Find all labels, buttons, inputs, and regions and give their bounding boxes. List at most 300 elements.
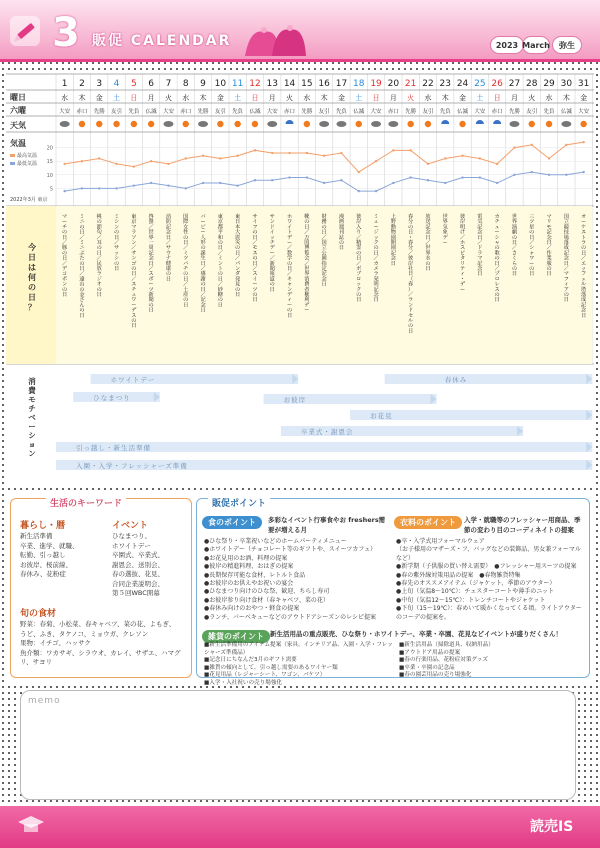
event-char: 技 xyxy=(563,229,569,236)
event-char: ン xyxy=(408,302,414,309)
rokuyo-cell: 仏滅 xyxy=(560,109,572,115)
temp-point xyxy=(323,182,325,184)
event-char: プ xyxy=(494,271,500,278)
event-char: イ xyxy=(252,276,258,283)
event-char: ド xyxy=(269,224,275,231)
misc-point-list: ■新生活準備用のアイテム提案（家具、インテリア品、入園・入学・フレッシャーズ準備品） ■記念日にちなんだ3月のギフト需要 ■雑貨の傾向として、引っ越し需要のあるワイヤー類 ■花見用品（レジャーシート、ワゴン、バケツ） ■入学・入社祝いの売り場強化 ■新生活用品（掃除道具、収納用品） ■アウトドア用品の提案 ■春の行楽用品、花粉症対策グッズ ■卒業・卒園の記念品 ■春の園芸用品の売り場強化 xyxy=(204,642,494,686)
event-char: ／ xyxy=(321,234,327,241)
event-char: の xyxy=(529,266,535,272)
event-char: 日 xyxy=(494,297,500,304)
event-char: ／ xyxy=(408,292,414,298)
event-char: ー xyxy=(581,219,587,226)
sun-icon xyxy=(407,121,413,127)
event-char: ン xyxy=(62,281,68,288)
event-char: 場 xyxy=(563,234,569,241)
temp-point xyxy=(444,157,446,159)
day-number: 4 xyxy=(113,79,120,89)
rokuyo-cell: 赤口 xyxy=(180,109,192,115)
calendar-title: 販促 CALENDAR xyxy=(92,33,232,49)
motivation-label-char: ョ xyxy=(28,440,36,449)
event-char: ・ xyxy=(459,276,466,283)
event-char: 形 xyxy=(200,240,206,246)
event-char: ホ xyxy=(286,214,293,220)
event-char: ／ xyxy=(356,260,362,267)
event-char: の xyxy=(96,219,102,226)
rokuyo-cell: 友引 xyxy=(111,109,123,115)
event-char: マ xyxy=(546,214,552,220)
weekday-cell: 木 xyxy=(78,94,86,102)
temp-point xyxy=(98,187,100,189)
event-char: ん xyxy=(79,302,85,309)
event-char: 世 xyxy=(304,266,310,272)
event-char: ー xyxy=(62,219,68,226)
event-char: ー xyxy=(286,302,293,309)
event-char: 明 xyxy=(373,281,379,288)
temp-point xyxy=(81,187,83,189)
season-badge: 弥生 xyxy=(552,36,582,54)
event-char: の xyxy=(511,266,518,272)
event-char: ン xyxy=(286,286,293,293)
temp-label: 気温 xyxy=(10,139,26,148)
temp-point xyxy=(254,179,256,181)
event-char: ／ xyxy=(563,266,569,272)
motivation-text: 入園・入学・フレッシャーズ準備 xyxy=(76,462,188,470)
event-char: 京 xyxy=(217,219,223,226)
event-char: 社 xyxy=(408,266,414,272)
rokuyo-cell: 友引 xyxy=(214,109,226,115)
event-char: の xyxy=(338,240,345,246)
event-char: ス xyxy=(252,250,258,257)
cloth-point-head: 入学・就職等のフレッシャー用商品、季節の変わり目のコーディネイトの提案 xyxy=(464,516,581,534)
weekday-cell: 金 xyxy=(95,94,103,102)
rokuyo-cell: 大安 xyxy=(59,109,71,115)
event-char: 権 xyxy=(304,292,310,298)
event-char: 日 xyxy=(408,328,414,335)
event-char: カ xyxy=(373,260,379,267)
temp-point xyxy=(392,182,394,184)
temp-point xyxy=(427,179,429,181)
weekday-cell: 月 xyxy=(389,94,397,102)
temp-point xyxy=(548,174,550,176)
rokuyo-cell: 大安 xyxy=(266,109,278,115)
event-char: 日 xyxy=(235,292,241,298)
event-char: の xyxy=(494,245,500,252)
event-char: ル xyxy=(408,318,414,324)
cloth-point-tag: 衣料のポイント xyxy=(394,516,462,529)
rokuyo-cell: 先負 xyxy=(543,109,555,115)
event-char: 節 xyxy=(96,224,102,231)
event-char: 日 xyxy=(96,292,102,298)
memo-area[interactable] xyxy=(20,690,576,800)
event-char: 記 xyxy=(200,297,206,304)
event-char: ／ xyxy=(235,255,241,262)
day-number: 19 xyxy=(370,79,382,89)
misc-point-head: 新生活用品の重点販売、ひな祭り・ホワイトデー、卒業・卒園、花見などイベントが盛りだくさん！ xyxy=(270,630,563,638)
cloud-icon xyxy=(319,121,329,127)
event-char: バ xyxy=(183,260,189,267)
event-char: の xyxy=(581,245,587,252)
event-char: 遠 xyxy=(79,276,85,283)
rokuyo-cell: 先負 xyxy=(232,109,244,115)
food-point-tag: 食のポイント xyxy=(202,516,262,529)
event-char: ャ xyxy=(494,240,500,246)
event-char: 日 xyxy=(304,224,310,231)
event-char: 記 xyxy=(477,260,483,267)
event-char: 誕 xyxy=(200,250,206,257)
event-char: ス xyxy=(459,245,466,252)
event-char: 聞 xyxy=(269,266,275,272)
event-char: 日 xyxy=(252,297,258,304)
event-char: の xyxy=(79,260,85,267)
event-char: 念 xyxy=(373,292,379,298)
weekday-cell: 木 xyxy=(562,94,570,102)
event-char: 靴 xyxy=(304,214,310,220)
rokuyo-cell: 先勝 xyxy=(93,109,105,115)
event-char: 見 xyxy=(235,281,241,288)
event-char: マ xyxy=(131,224,137,231)
event-char: 春 xyxy=(408,240,414,246)
temp-point xyxy=(167,163,169,165)
event-char: ー xyxy=(494,229,500,236)
rokuyo-cell: 友引 xyxy=(526,109,538,115)
weekday-cell: 火 xyxy=(407,94,415,102)
event-char: ー xyxy=(131,302,137,309)
event-char: の xyxy=(131,266,137,272)
event-char: 日 xyxy=(563,260,569,267)
day-number: 23 xyxy=(439,79,451,89)
event-char: 念 xyxy=(425,229,431,236)
temp-point xyxy=(461,155,463,157)
food-list: 野菜：春菊、小松菜、春キャベツ、菜の花、よもぎ、 うど、ふき、タケノコ、ミョウガ、クレソン 果物：イチゴ、ハッサク 魚介類：ワカサギ、シラウオ、カレイ、サザエ、ハマグリ、サヨリ xyxy=(20,620,181,666)
event-char: ツ xyxy=(529,219,535,226)
event-char: 界 xyxy=(425,250,431,257)
day-number: 3 xyxy=(96,79,103,89)
event-char: 日 xyxy=(183,276,189,283)
event-char: ン xyxy=(235,266,241,272)
event-char: 際 xyxy=(183,219,189,226)
rokuyo-cell: 仏滅 xyxy=(145,109,157,115)
day-number: 8 xyxy=(182,79,189,89)
event-char: ポ xyxy=(148,276,154,283)
event-char: 女 xyxy=(183,224,189,231)
event-char: 記 xyxy=(477,224,483,231)
event-char: ャ xyxy=(286,281,293,288)
rokuyo-cell: 友引 xyxy=(318,109,330,115)
event-char: ー xyxy=(286,240,293,246)
temp-point xyxy=(150,182,152,184)
event-char: ソ xyxy=(131,234,137,241)
temp-point xyxy=(98,157,100,159)
event-char: タ xyxy=(459,255,466,262)
rokuyo-cell: 赤口 xyxy=(284,109,296,115)
event-char: 記 xyxy=(581,302,587,309)
temp-point xyxy=(81,160,83,162)
event-char: 国 xyxy=(183,214,189,220)
event-char: ワ xyxy=(286,219,293,226)
event-char: 日 xyxy=(217,276,223,283)
temp-point xyxy=(271,179,273,181)
event-char: の xyxy=(200,281,206,288)
sun-icon xyxy=(148,121,154,127)
temp-point xyxy=(340,179,342,181)
event-char: 園 xyxy=(321,255,327,262)
event-char: 国 xyxy=(321,240,327,246)
event-char: 日 xyxy=(511,271,518,278)
event-char: ド xyxy=(408,307,414,314)
event-char: ピ xyxy=(459,250,466,257)
event-char: の xyxy=(286,260,293,267)
event-char: カ xyxy=(494,214,500,220)
event-char: の xyxy=(79,307,85,314)
event-char: ／ xyxy=(581,255,587,262)
motivation-text: ひなまつり xyxy=(93,394,131,402)
temp-point xyxy=(185,157,187,159)
temp-point xyxy=(63,163,65,165)
event-char: ／ xyxy=(252,266,258,272)
sun-icon xyxy=(252,121,258,127)
weekday-cell: 土 xyxy=(113,94,121,102)
event-char: 日 xyxy=(79,229,85,236)
day-number: 6 xyxy=(148,79,155,89)
event-char: の xyxy=(113,229,120,236)
event-char: 界 xyxy=(148,234,154,241)
event-char: 送 xyxy=(425,219,431,226)
event-char: 性 xyxy=(183,229,189,236)
temp-point xyxy=(444,182,446,184)
event-char: 平 xyxy=(217,229,223,236)
event-char: ー xyxy=(304,307,310,314)
event-char: 星 xyxy=(529,224,535,231)
temp-source: 2022年3月 東京 xyxy=(10,197,48,203)
rokuyo-cell: 先負 xyxy=(439,109,451,115)
event-char: 万 xyxy=(304,234,310,241)
day-number: 15 xyxy=(301,79,313,89)
event-char: ラ xyxy=(581,240,587,246)
event-char: 和 xyxy=(217,234,223,241)
event-char: 三 xyxy=(529,214,535,220)
event-char: ト xyxy=(286,229,293,236)
cloud-icon xyxy=(371,121,381,127)
umbrella-icon xyxy=(476,120,484,124)
event-char: 日 xyxy=(235,219,241,226)
event-char: マ xyxy=(563,271,569,278)
event-char: の xyxy=(408,323,414,330)
sun-icon xyxy=(131,121,137,127)
cloud-icon xyxy=(60,121,70,127)
event-char: 東 xyxy=(235,214,241,220)
rokuyo-cell: 赤口 xyxy=(76,109,88,115)
day-number: 27 xyxy=(508,79,521,89)
event-char: 金 xyxy=(79,292,85,298)
event-char: 日 xyxy=(408,229,414,236)
event-char: 聞 xyxy=(148,297,154,304)
event-char: ら xyxy=(511,260,518,267)
event-char: 大 xyxy=(235,229,241,236)
temp-point xyxy=(479,157,481,159)
event-char: 春 xyxy=(408,281,414,288)
event-char: ド xyxy=(477,245,483,252)
event-char: 作 xyxy=(546,250,552,257)
event-char: 念 xyxy=(165,229,172,236)
temp-point xyxy=(306,152,308,154)
event-char: 記 xyxy=(563,250,569,257)
temp-point xyxy=(133,165,135,167)
motivation-text: 春休み xyxy=(444,376,468,384)
events-label-char: 今 xyxy=(28,243,36,252)
event-char: 彼 xyxy=(356,214,362,220)
event-char: ／ xyxy=(373,255,379,262)
event-char: ／ xyxy=(304,229,310,236)
day-number: 1 xyxy=(61,79,68,89)
event-char: 句 xyxy=(96,229,102,236)
event-char: 念 xyxy=(477,266,483,272)
temp-point xyxy=(133,184,135,186)
rokuyo-cell: 先負 xyxy=(128,109,140,115)
event-char: 日 xyxy=(183,240,189,246)
memo-label: memo xyxy=(28,696,61,706)
event-char: 日 xyxy=(286,312,293,319)
cloud-icon xyxy=(509,121,519,127)
event-char: 日 xyxy=(321,281,327,288)
rokuyo-cell: 先負 xyxy=(335,109,347,115)
event-char: 日 xyxy=(148,260,154,267)
event-char: の xyxy=(494,292,500,298)
sun-icon xyxy=(304,121,310,127)
event-char: 東 xyxy=(217,214,223,220)
rokuyo-cell: 赤口 xyxy=(491,109,503,115)
event-char: ッ xyxy=(269,234,275,241)
event-char: の xyxy=(356,292,362,298)
event-char: の xyxy=(148,302,154,309)
event-char: の xyxy=(200,245,206,252)
rokuyo-cell: 大安 xyxy=(578,109,590,115)
event-char: 砂 xyxy=(217,286,223,293)
event-char: ィ xyxy=(286,297,293,304)
sun-icon xyxy=(356,121,362,127)
motivation-text: ホワイトデー xyxy=(110,376,156,384)
rokuyo-cell: 大安 xyxy=(162,109,174,115)
event-char: 人 xyxy=(200,234,206,241)
event-char: 春 xyxy=(408,214,414,220)
event-char: 防 xyxy=(165,219,172,226)
event-char: ／ xyxy=(252,240,258,246)
event-char: 上 xyxy=(390,214,396,220)
event-char: 界 xyxy=(442,219,448,226)
weather-label: 天気 xyxy=(10,121,26,130)
event-char: 日 xyxy=(200,286,206,293)
event-char: ニ xyxy=(79,219,85,226)
event-char: 園 xyxy=(390,234,396,241)
event-char: 日 xyxy=(79,312,85,319)
event-char: ッ xyxy=(113,250,120,257)
event-char: ッ xyxy=(356,281,362,288)
event-char: 発 xyxy=(373,276,379,283)
food-title: 旬の食材 xyxy=(20,609,57,619)
month-number: 3 xyxy=(52,10,80,56)
event-char: 週 xyxy=(338,224,345,231)
event-char: 日 xyxy=(529,234,535,241)
event-char: 日 xyxy=(286,266,293,272)
event-char: 生 xyxy=(200,255,206,262)
event-char: ー xyxy=(442,240,448,246)
event-char: 界 xyxy=(511,219,518,226)
weekday-cell: 火 xyxy=(286,94,294,102)
temp-point xyxy=(496,163,498,165)
event-char: ッ xyxy=(581,266,587,272)
event-char: 精 xyxy=(356,240,362,246)
rokuyo-cell: 先勝 xyxy=(405,109,417,115)
event-char: 日 xyxy=(338,245,345,252)
weekday-cell: 火 xyxy=(164,94,172,102)
event-char: の xyxy=(546,266,552,272)
event-char: ナ xyxy=(165,255,172,262)
event-char: 入 xyxy=(356,224,362,231)
event-char: 世 xyxy=(511,214,518,220)
event-char: 日 xyxy=(165,234,172,241)
legend-max-swatch xyxy=(10,154,15,157)
event-char: 国 xyxy=(563,214,569,220)
event-char: ー xyxy=(529,260,535,267)
event-char: さ xyxy=(511,250,518,257)
event-char: 感 xyxy=(200,271,206,278)
event-char: ィ xyxy=(563,281,569,288)
event-char: ミ xyxy=(217,255,223,262)
weekday-cell: 日 xyxy=(493,94,501,102)
event-char: 動 xyxy=(390,224,396,231)
event-char: ジ xyxy=(96,276,102,283)
motivation-label-char: シ xyxy=(28,431,36,440)
day-number: 16 xyxy=(318,79,330,89)
event-char: の xyxy=(252,229,258,236)
event-char: ボ xyxy=(356,266,362,272)
event-char: テ xyxy=(459,266,466,272)
day-number: 11 xyxy=(231,79,244,89)
event-char: フ xyxy=(581,271,587,278)
event-char: 放 xyxy=(425,214,431,220)
event-char: ン xyxy=(131,255,137,262)
event-char: 日 xyxy=(79,266,85,272)
event-char: ツ xyxy=(252,286,258,293)
weekday-cell: 水 xyxy=(545,94,553,102)
event-char: ／ xyxy=(200,266,206,272)
event-char: 山 xyxy=(79,281,85,288)
sun-icon xyxy=(580,121,586,127)
event-char: の xyxy=(96,245,102,252)
motivation-label-char: ベ xyxy=(28,413,36,422)
event-char: 漫 xyxy=(338,214,345,220)
rokuyo-label: 六曜 xyxy=(10,106,26,115)
event-char: ス xyxy=(252,271,258,278)
event-char: ニ xyxy=(79,245,85,252)
motivation-label-char: 消 xyxy=(28,377,36,386)
food-point-head: 多彩なイベント行事食やお freshers需要が増える月 xyxy=(268,516,386,534)
event-char: ツ xyxy=(148,286,154,293)
day-number: 30 xyxy=(560,79,573,89)
event-char: デ xyxy=(286,234,293,241)
event-char: ラ xyxy=(477,250,483,257)
temp-point xyxy=(115,187,117,189)
day-number: 20 xyxy=(387,79,400,89)
day-number: 29 xyxy=(543,79,555,89)
event-char: 日 xyxy=(408,271,414,278)
event-char: の xyxy=(62,286,68,293)
cloud-icon xyxy=(336,121,346,127)
event-char: 日 xyxy=(373,250,379,257)
event-char: ェ xyxy=(581,276,587,283)
day-number: 25 xyxy=(474,79,486,89)
temp-point xyxy=(323,155,325,157)
event-char: の xyxy=(96,286,102,293)
